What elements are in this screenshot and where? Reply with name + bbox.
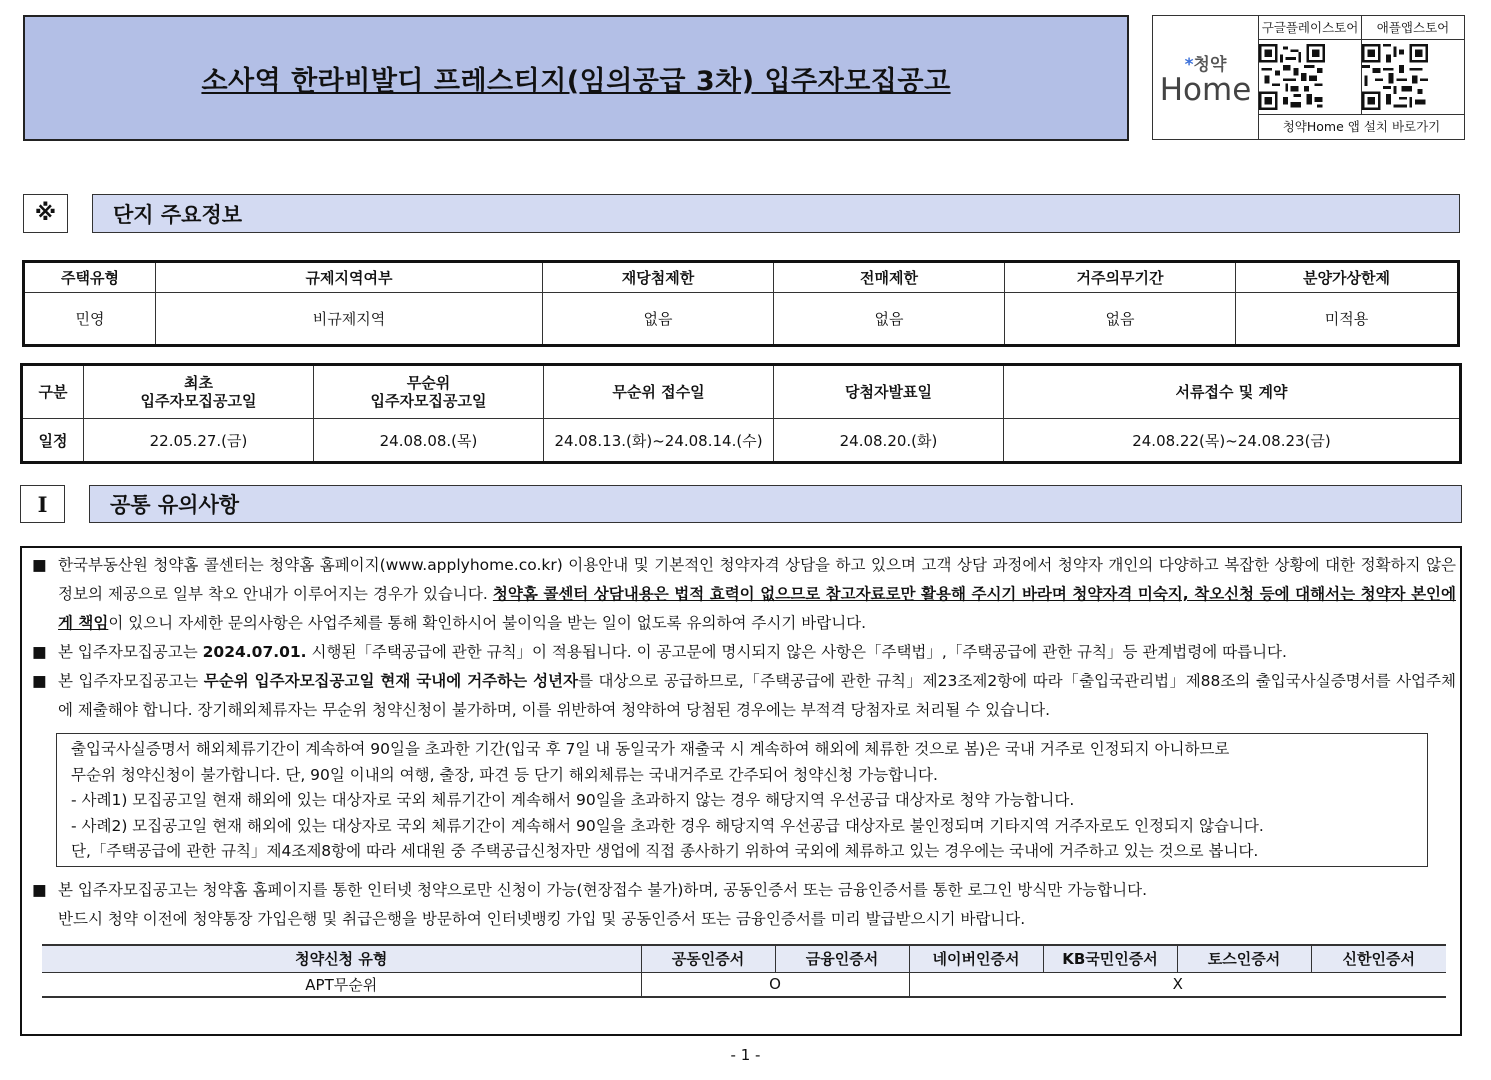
app-install-box[interactable] xyxy=(1152,15,1465,140)
google-play-column[interactable] xyxy=(1259,16,1362,114)
applyhome-logo: *청약 Home xyxy=(1153,16,1259,139)
section-title-main-info: 단지 주요정보 xyxy=(92,194,1460,233)
header-unranked-notice-line2: 입주자모집공고일 xyxy=(370,392,487,410)
bullet-square-icon: ■ xyxy=(32,881,47,899)
notice-text: 본 입주자모집공고는 xyxy=(58,643,203,661)
header-joint-cert: 공동인증서 xyxy=(641,945,775,972)
cell-application-date: 24.08.13.(화)~24.08.14.(수) xyxy=(544,419,774,463)
bullet-square-icon: ■ xyxy=(32,672,47,690)
header-naver-cert: 네이버인증서 xyxy=(909,945,1043,972)
notice-item xyxy=(32,551,1456,638)
cell-price-cap: 미적용 xyxy=(1236,293,1459,346)
notice-emphasis: 2024.07.01. xyxy=(202,643,307,661)
bullet-square-icon: ■ xyxy=(32,643,47,661)
notice-item xyxy=(32,667,1456,725)
overseas-stay-note-box xyxy=(56,733,1428,867)
header-kb-cert: KB국민인증서 xyxy=(1043,945,1177,972)
header-unranked-notice-line1: 무순위 xyxy=(406,374,451,392)
google-play-qr-icon[interactable] xyxy=(1259,44,1325,110)
document-title: 소사역 한라비발디 프레스티지(임의공급 3차) 입주자모집공고 xyxy=(201,65,951,97)
header-contract-date: 서류접수 및 계약 xyxy=(1004,365,1461,419)
header-first-notice-line1: 최초 xyxy=(184,374,213,392)
header-toss-cert: 토스인증서 xyxy=(1177,945,1311,972)
apple-store-column[interactable] xyxy=(1362,16,1464,114)
table-header-row xyxy=(42,945,1446,972)
header-application-date: 무순위 접수일 xyxy=(544,365,774,419)
table-header-row xyxy=(22,365,1461,419)
cell-first-notice: 22.05.27.(금) xyxy=(84,419,314,463)
note-line: 단,「주택공급에 관한 규칙」제4조제8항에 따라 세대원 중 주택공급신청자만 생업에 직접 종사하기 위하여 국외에 체류하고 있는 경우에는 국내에 거주하고 있는 것으로 봅니다. xyxy=(71,842,1259,861)
complex-info-table xyxy=(22,260,1460,347)
notice-text: 를 대상으로 공급하므로,「주택공급에 관한 규칙」제23조제2항에 따라「출입국관리법」제88조의 출입국사실증명서를 사업주체에 제출해야 합니다. 장기해외체류자는 무순위 청약신청이 불가하며, 이를 위반하여 청약하여 당첨된 경우에는 부적격 당첨자로 처리될 수 있습니다. xyxy=(58,672,1456,719)
header-resale-limit: 전매제한 xyxy=(774,262,1005,293)
note-line: 무순위 청약신청이 불가합니다. 단, 90일 이내의 여행, 출장, 파견 등 단기 해외체류는 국내거주로 간주되어 청약신청 가능합니다. xyxy=(71,765,938,784)
notice-text: 본 입주자모집공고는 xyxy=(58,672,204,690)
row-label-schedule: 일정 xyxy=(22,419,84,463)
logo-bottom-text: Home xyxy=(1159,71,1252,108)
cell-winner-date: 24.08.20.(화) xyxy=(774,419,1004,463)
note-line: - 사례1) 모집공고일 현재 해외에 있는 대상자로 국외 체류기간이 계속해서 90일을 초과하지 않는 경우 해당지역 우선공급 대상자로 청약 가능합니다. xyxy=(71,791,1075,810)
table-header-row xyxy=(24,262,1459,293)
header-financial-cert: 금융인증서 xyxy=(775,945,909,972)
header-winner-date: 당첨자발표일 xyxy=(774,365,1004,419)
notice-emphasis: 무순위 입주자모집공고일 현재 국내에 거주하는 성년자 xyxy=(203,672,578,690)
app-install-link[interactable]: 청약Home 앱 설치 바로가기 xyxy=(1259,114,1464,139)
logo-top-text: 청약 xyxy=(1193,54,1227,75)
apple-store-label: 애플앱스토어 xyxy=(1362,16,1464,40)
notice-text: 반드시 청약 이전에 청약통장 가입은행 및 취급은행을 방문하여 인터넷뱅킹 가입 및 공동인증서 또는 금융인증서를 미리 발급받으시기 바랍니다. xyxy=(58,910,1026,928)
certificate-table xyxy=(42,944,1446,998)
notice-text: 본 입주자모집공고는 청약홈 홈페이지를 통한 인터넷 청약으로만 신청이 가능(현장접수 불가)하며, 공동인증서 또는 금융인증서를 통한 로그인 방식만 가능합니다. xyxy=(58,881,1148,899)
header-price-cap: 분양가상한제 xyxy=(1236,262,1459,293)
header-category: 구분 xyxy=(22,365,84,419)
page-number: - 1 - xyxy=(730,1046,761,1064)
header-residence-duty: 거주의무기간 xyxy=(1005,262,1236,293)
notice-item xyxy=(32,638,1456,667)
header-unranked-notice xyxy=(314,365,544,419)
header-housing-type: 주택유형 xyxy=(24,262,156,293)
cell-unavailable: X xyxy=(909,972,1446,997)
header-regulated-area: 규제지역여부 xyxy=(156,262,543,293)
cell-residence-duty: 없음 xyxy=(1005,293,1236,346)
header-shinhan-cert: 신한인증서 xyxy=(1311,945,1446,972)
section-mark-note: ※ xyxy=(23,194,68,233)
table-row xyxy=(24,293,1459,346)
bullet-square-icon: ■ xyxy=(32,556,47,574)
cell-rewin-limit: 없음 xyxy=(543,293,774,346)
notice-text: 시행된「주택공급에 관한 규칙」이 적용됩니다. 이 공고문에 명시되지 않은 사항은「주택법」,「주택공급에 관한 규칙」등 관계법령에 따릅니다. xyxy=(306,643,1287,661)
notice-emphasis: 청약홈 콜센터 상담내용은 법적 효력이 없으므로 참고자료로만 활용해 주시기 바라며 청약자격 미숙지, 착오신청 등에 대해서는 청약자 본인에게 책임 xyxy=(58,585,1456,632)
table-row xyxy=(42,972,1446,997)
section-title-common-notes: 공통 유의사항 xyxy=(89,485,1462,523)
table-row xyxy=(22,419,1461,463)
header-rewin-limit: 재당첨제한 xyxy=(543,262,774,293)
cell-resale-limit: 없음 xyxy=(774,293,1005,346)
header-apply-type: 청약신청 유형 xyxy=(42,945,641,972)
cell-available: O xyxy=(641,972,909,997)
notice-text: 한국부동산원 청약홈 콜센터는 청약홈 홈페이지(www.applyhome.co.kr) 이용안내 및 기본적인 청약자격 상담을 하고 있으며 고객 상담 과정에서 청약자 개인의 다양하고 복잡한 상황에 대한 정확하지 않은 정보의 제공으로 일부 착오 안내가 이루어지는 경우가 있습니다. xyxy=(58,556,1456,603)
notice-item xyxy=(32,876,1456,934)
schedule-table xyxy=(20,363,1462,464)
header-first-notice-line2: 입주자모집공고일 xyxy=(140,392,257,410)
cell-contract-date: 24.08.22(목)~24.08.23(금) xyxy=(1004,419,1461,463)
cell-regulated-area: 비규제지역 xyxy=(156,293,543,346)
notice-content xyxy=(20,546,1462,1036)
section-mark-1: I xyxy=(20,485,65,523)
note-line: - 사례2) 모집공고일 현재 해외에 있는 대상자로 국외 체류기간이 계속해서 90일을 초과한 경우 해당지역 우선공급 대상자로 불인정되며 기타지역 거주자로도 인정되지 않습니다. xyxy=(71,816,1264,835)
cell-unranked-notice: 24.08.08.(목) xyxy=(314,419,544,463)
apple-store-qr-icon[interactable] xyxy=(1362,44,1428,110)
notice-text: 이 있으니 자세한 문의사항은 사업주체를 통해 확인하시어 불이익을 받는 일이 없도록 유의하여 주시기 바랍니다. xyxy=(108,614,867,632)
header-first-notice xyxy=(84,365,314,419)
google-play-label: 구글플레이스토어 xyxy=(1259,16,1361,40)
cell-housing-type: 민영 xyxy=(24,293,156,346)
cell-apply-type: APT무순위 xyxy=(42,972,641,997)
title-banner xyxy=(23,15,1129,141)
note-line: 출입국사실증명서 해외체류기간이 계속하여 90일을 초과한 기간(입국 후 7일 내 동일국가 재출국 시 계속하여 해외에 체류한 것으로 봄)은 국내 거주로 인정되지 아니하므로 xyxy=(71,740,1230,758)
